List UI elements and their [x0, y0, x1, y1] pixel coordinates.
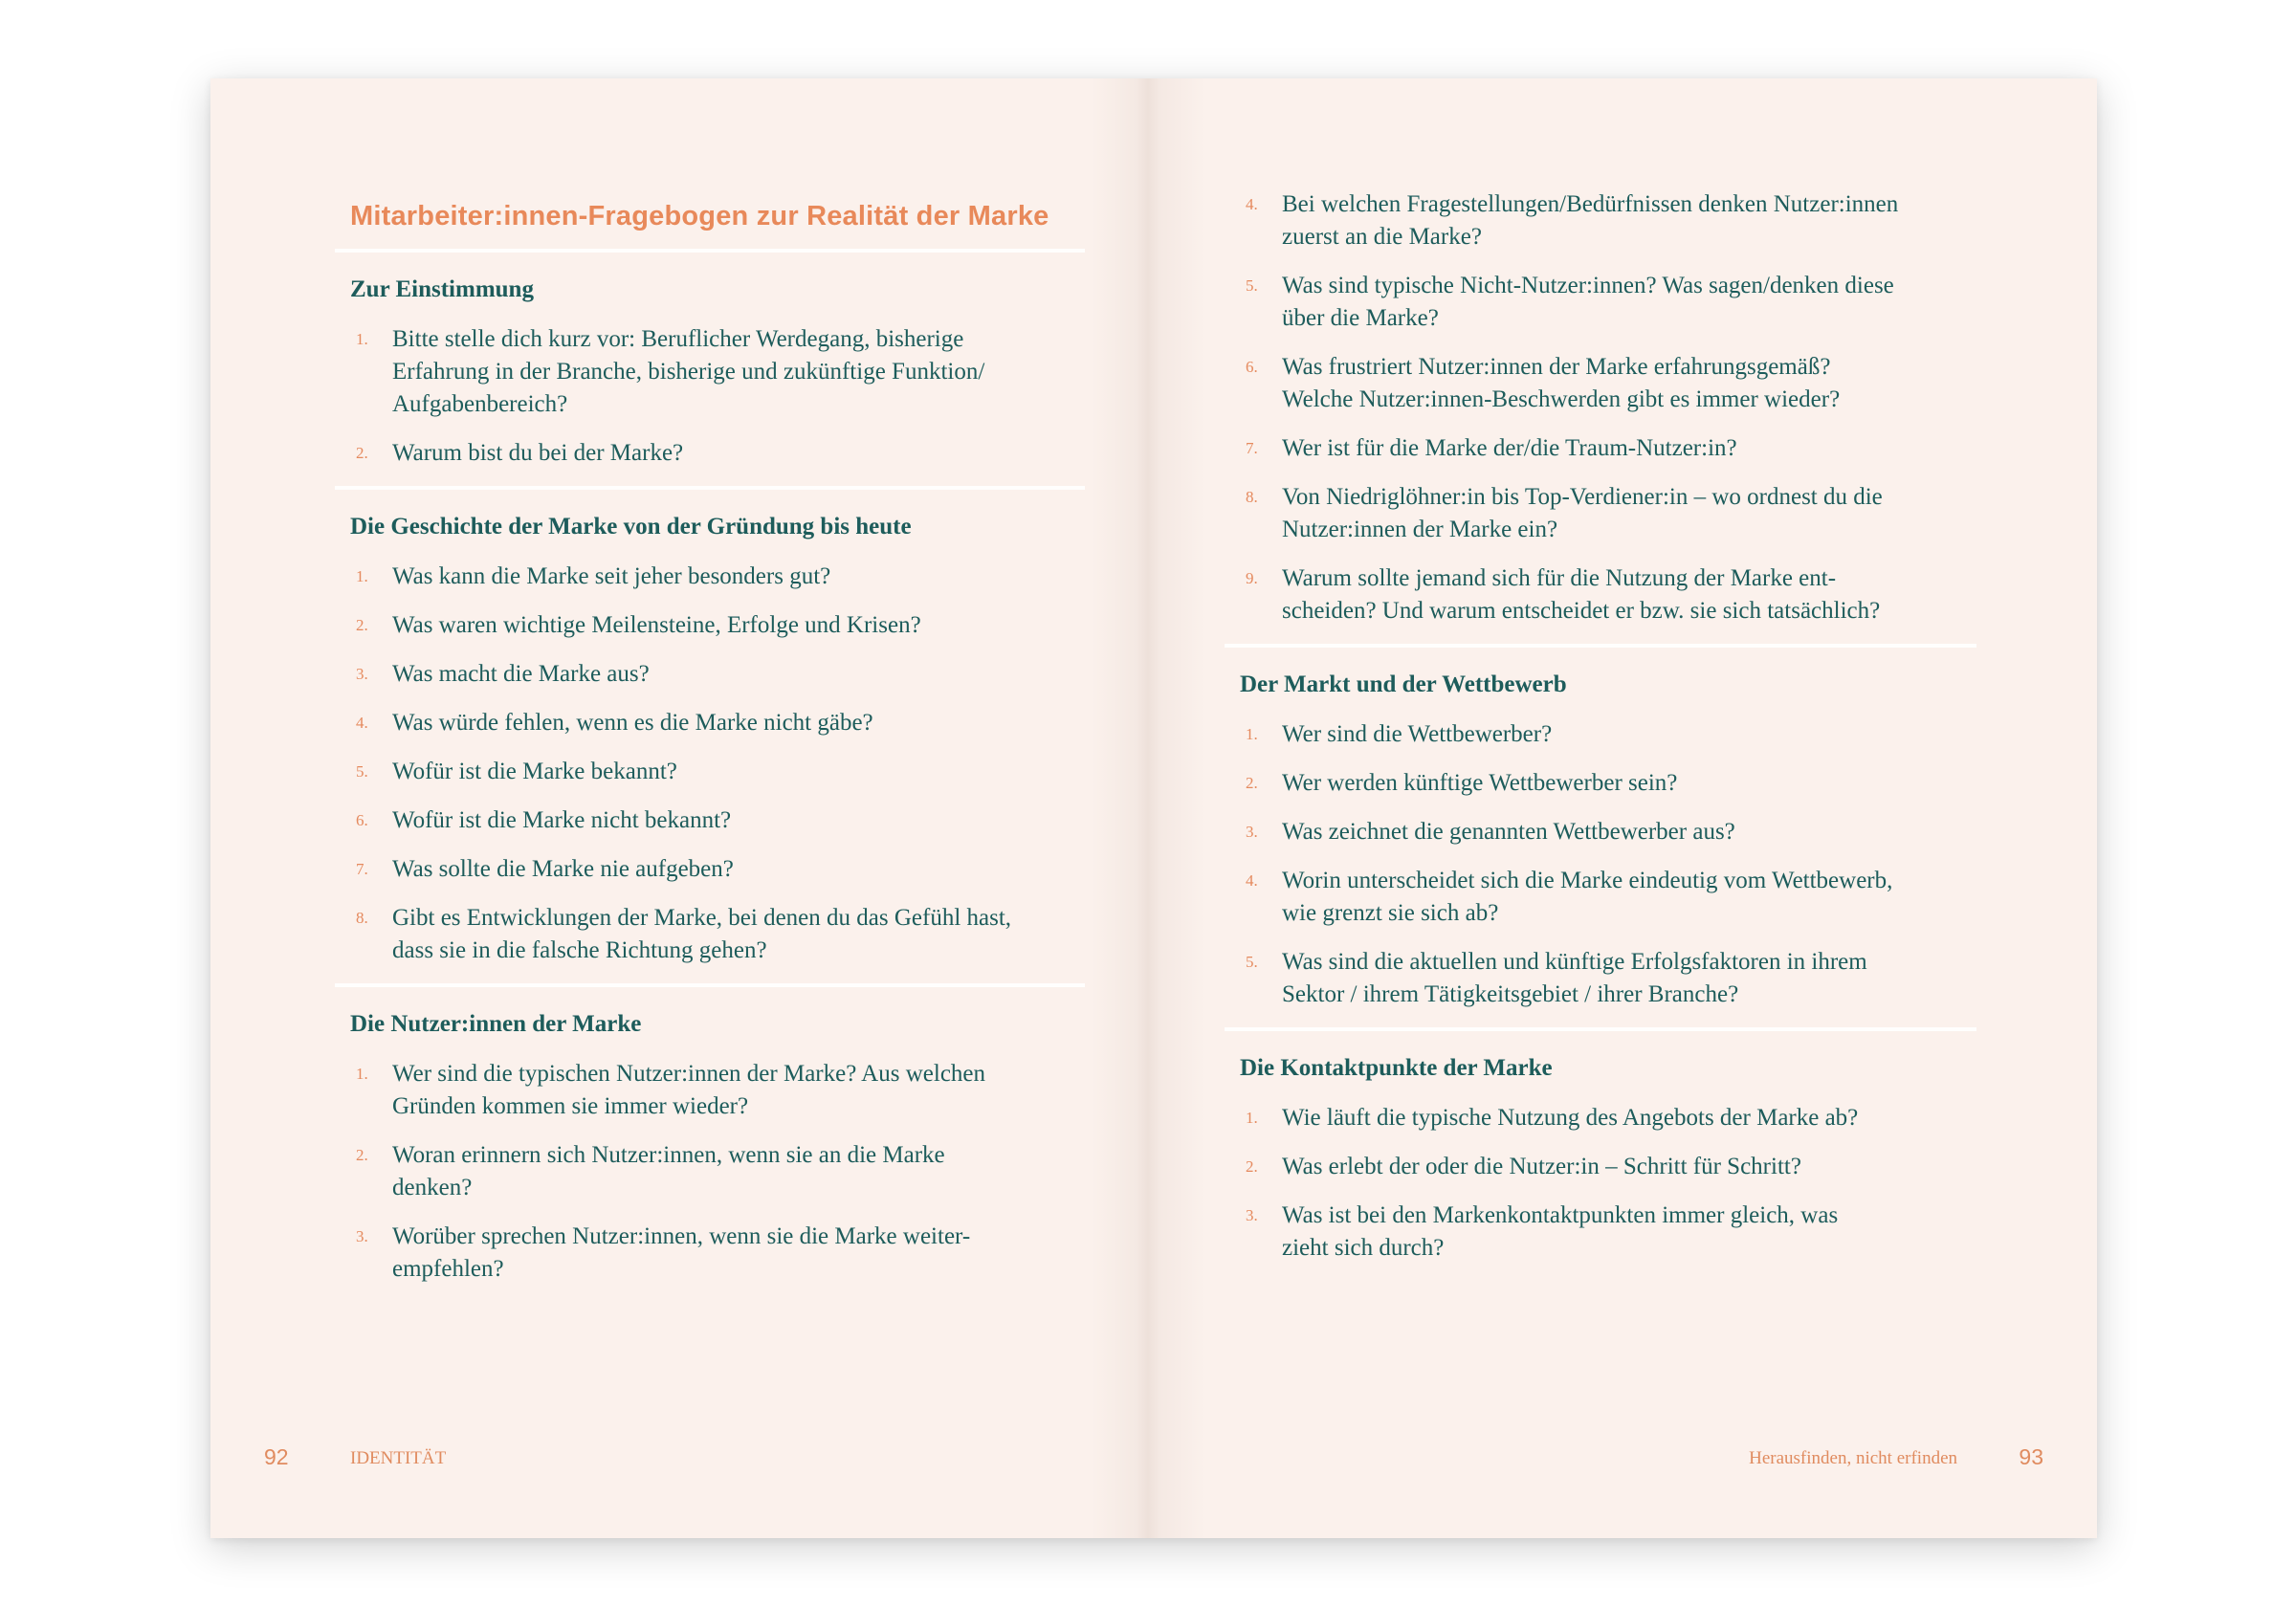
page-number-right: 93: [2019, 1444, 2043, 1469]
list-item: [1240, 865, 1961, 930]
item-number: 1.: [356, 1065, 368, 1083]
item-text: Was zeichnet die genannten Wettbewerber aus?: [1282, 819, 1735, 845]
divider: [1225, 1027, 1976, 1031]
section-heading: Zur Einstimmung: [350, 276, 534, 302]
question-section: [1225, 669, 1976, 1011]
list-item: [350, 804, 1070, 837]
item-text: Wer werden künftige Wettbewerber sein?: [1282, 770, 1678, 796]
item-text: Wer ist für die Marke der/die Traum-Nutzer:in?: [1282, 435, 1737, 461]
item-text: Was frustriert Nutzer:innen der Marke erfahrungsgemäß? Welche Nutzer:innen-Beschwerden gibt es immer wieder?: [1282, 354, 1841, 412]
item-number: 6.: [1246, 358, 1258, 376]
question-section: [1225, 1052, 1976, 1265]
list-item: [1240, 816, 1961, 848]
page-number-left: 92: [264, 1444, 289, 1469]
list-item: [350, 561, 1070, 593]
item-text: Wofür ist die Marke bekannt?: [392, 759, 677, 784]
item-number: 3.: [1246, 823, 1258, 841]
section-heading: Der Markt und der Wettbewerb: [1240, 671, 1567, 697]
item-text: Was kann die Marke seit jeher besonders gut?: [392, 563, 831, 589]
item-number: 1.: [356, 330, 368, 348]
item-number: 3.: [1246, 1206, 1258, 1224]
item-text: Warum bist du bei der Marke?: [392, 440, 684, 466]
continued-list: [1225, 188, 1976, 627]
list-item: [350, 756, 1070, 788]
item-number: 2.: [356, 444, 368, 462]
item-number: 9.: [1246, 569, 1258, 587]
item-text: Was erlebt der oder die Nutzer:in – Schritt für Schritt?: [1282, 1154, 1801, 1179]
item-number: 1.: [1246, 1109, 1258, 1127]
item-number: 7.: [1246, 439, 1258, 457]
item-text: Was sind typische Nicht-Nutzer:innen? Was sagen/denken diese über die Marke?: [1282, 273, 1894, 331]
item-number: 5.: [1246, 953, 1258, 971]
item-number: 5.: [356, 762, 368, 781]
running-footer-left: IDENTITÄT: [350, 1448, 447, 1468]
item-text: Was sollte die Marke nie aufgeben?: [392, 856, 734, 882]
list-item: [1240, 351, 1961, 416]
list-item: [1240, 188, 1961, 253]
question-section: [335, 511, 1085, 967]
item-number: 6.: [356, 811, 368, 829]
list-item: [1240, 1151, 1961, 1183]
item-number: 5.: [1246, 276, 1258, 295]
list-item: [1240, 432, 1961, 465]
item-number: 3.: [356, 665, 368, 683]
item-text: Von Niedriglöhner:in bis Top-Verdiener:in – wo ordnest du die Nutzer:innen der Marke ein?: [1282, 484, 1883, 542]
item-number: 3.: [356, 1227, 368, 1245]
item-text: Was sind die aktuellen und künftige Erfolgsfaktoren in ihrem Sektor / ihrem Tätigkeitsgebiet / ihrer Branche?: [1282, 949, 1867, 1007]
item-text: Was würde fehlen, wenn es die Marke nicht gäbe?: [392, 710, 873, 736]
list-item: [350, 902, 1070, 967]
list-item: [1240, 767, 1961, 800]
item-text: Woran erinnern sich Nutzer:innen, wenn sie an die Marke denken?: [392, 1142, 945, 1200]
list-item: [1240, 481, 1961, 546]
item-text: Wofür ist die Marke nicht bekannt?: [392, 807, 732, 833]
section-heading: Die Nutzer:innen der Marke: [350, 1011, 642, 1037]
item-text: Was macht die Marke aus?: [392, 661, 650, 687]
divider: [335, 486, 1085, 490]
section-heading: Die Kontaktpunkte der Marke: [1240, 1055, 1553, 1081]
item-number: 1.: [356, 567, 368, 585]
item-text: Was waren wichtige Meilensteine, Erfolge und Krisen?: [392, 612, 921, 638]
running-footer-right: Herausfinden, nicht erfinden: [1749, 1448, 1957, 1468]
list-item: [350, 1058, 1070, 1123]
item-text: Bei welchen Fragestellungen/Bedürfnissen denken Nutzer:innen zuerst an die Marke?: [1282, 191, 1899, 250]
item-number: 4.: [1246, 871, 1258, 890]
divider: [335, 249, 1085, 253]
list-item: [350, 707, 1070, 739]
item-text: Bitte stelle dich kurz vor: Beruflicher Werdegang, bisherige Erfahrung in der Branche, bisherige und zukünftige Funktion/ Aufgabenbereich?: [392, 326, 985, 417]
item-number: 8.: [1246, 488, 1258, 506]
divider: [1225, 644, 1976, 648]
book-spine: [1091, 78, 1205, 1538]
item-number: 7.: [356, 860, 368, 878]
item-text: Was ist bei den Markenkontaktpunkten immer gleich, was zieht sich durch?: [1282, 1202, 1839, 1261]
list-item: [1240, 1200, 1961, 1265]
item-number: 4.: [1246, 195, 1258, 213]
item-number: 2.: [1246, 1157, 1258, 1176]
list-item: [1240, 1102, 1961, 1134]
item-text: Worüber sprechen Nutzer:innen, wenn sie die Marke weiter- empfehlen?: [392, 1223, 971, 1282]
left-page-content: [335, 193, 1085, 1307]
item-text: Wie läuft die typische Nutzung des Angebots der Marke ab?: [1282, 1105, 1859, 1131]
item-number: 4.: [356, 714, 368, 732]
list-item: [1240, 718, 1961, 751]
divider: [335, 983, 1085, 987]
list-item: [1240, 270, 1961, 335]
page-title: Mitarbeiter:innen-Fragebogen zur Realität der Marke: [350, 201, 1049, 231]
item-text: Gibt es Entwicklungen der Marke, bei denen du das Gefühl hast, dass sie in die falsche Richtung gehen?: [392, 905, 1012, 963]
list-item: [350, 853, 1070, 886]
list-item: [350, 323, 1070, 421]
section-heading: Die Geschichte der Marke von der Gründung bis heute: [350, 514, 912, 539]
item-number: 2.: [356, 616, 368, 634]
item-number: 2.: [356, 1146, 368, 1164]
list-item: [350, 609, 1070, 642]
item-number: 8.: [356, 909, 368, 927]
right-page-content: [1225, 188, 1976, 1286]
list-item: [350, 658, 1070, 691]
book-spread: [210, 78, 2097, 1538]
list-item: [350, 1221, 1070, 1286]
list-item: [350, 1139, 1070, 1204]
item-number: 1.: [1246, 725, 1258, 743]
question-section: [335, 1008, 1085, 1286]
list-item: [350, 437, 1070, 470]
question-section: [335, 274, 1085, 470]
list-item: [1240, 562, 1961, 627]
item-text: Wer sind die Wettbewerber?: [1282, 721, 1553, 747]
item-text: Worin unterscheidet sich die Marke eindeutig vom Wettbewerb, wie grenzt sie sich ab?: [1282, 868, 1893, 926]
item-text: Warum sollte jemand sich für die Nutzung der Marke ent- scheiden? Und warum entscheidet er bzw. sie sich tatsächlich?: [1282, 565, 1881, 624]
list-item: [1240, 946, 1961, 1011]
item-text: Wer sind die typischen Nutzer:innen der Marke? Aus welchen Gründen kommen sie immer wieder?: [392, 1061, 986, 1119]
item-number: 2.: [1246, 774, 1258, 792]
